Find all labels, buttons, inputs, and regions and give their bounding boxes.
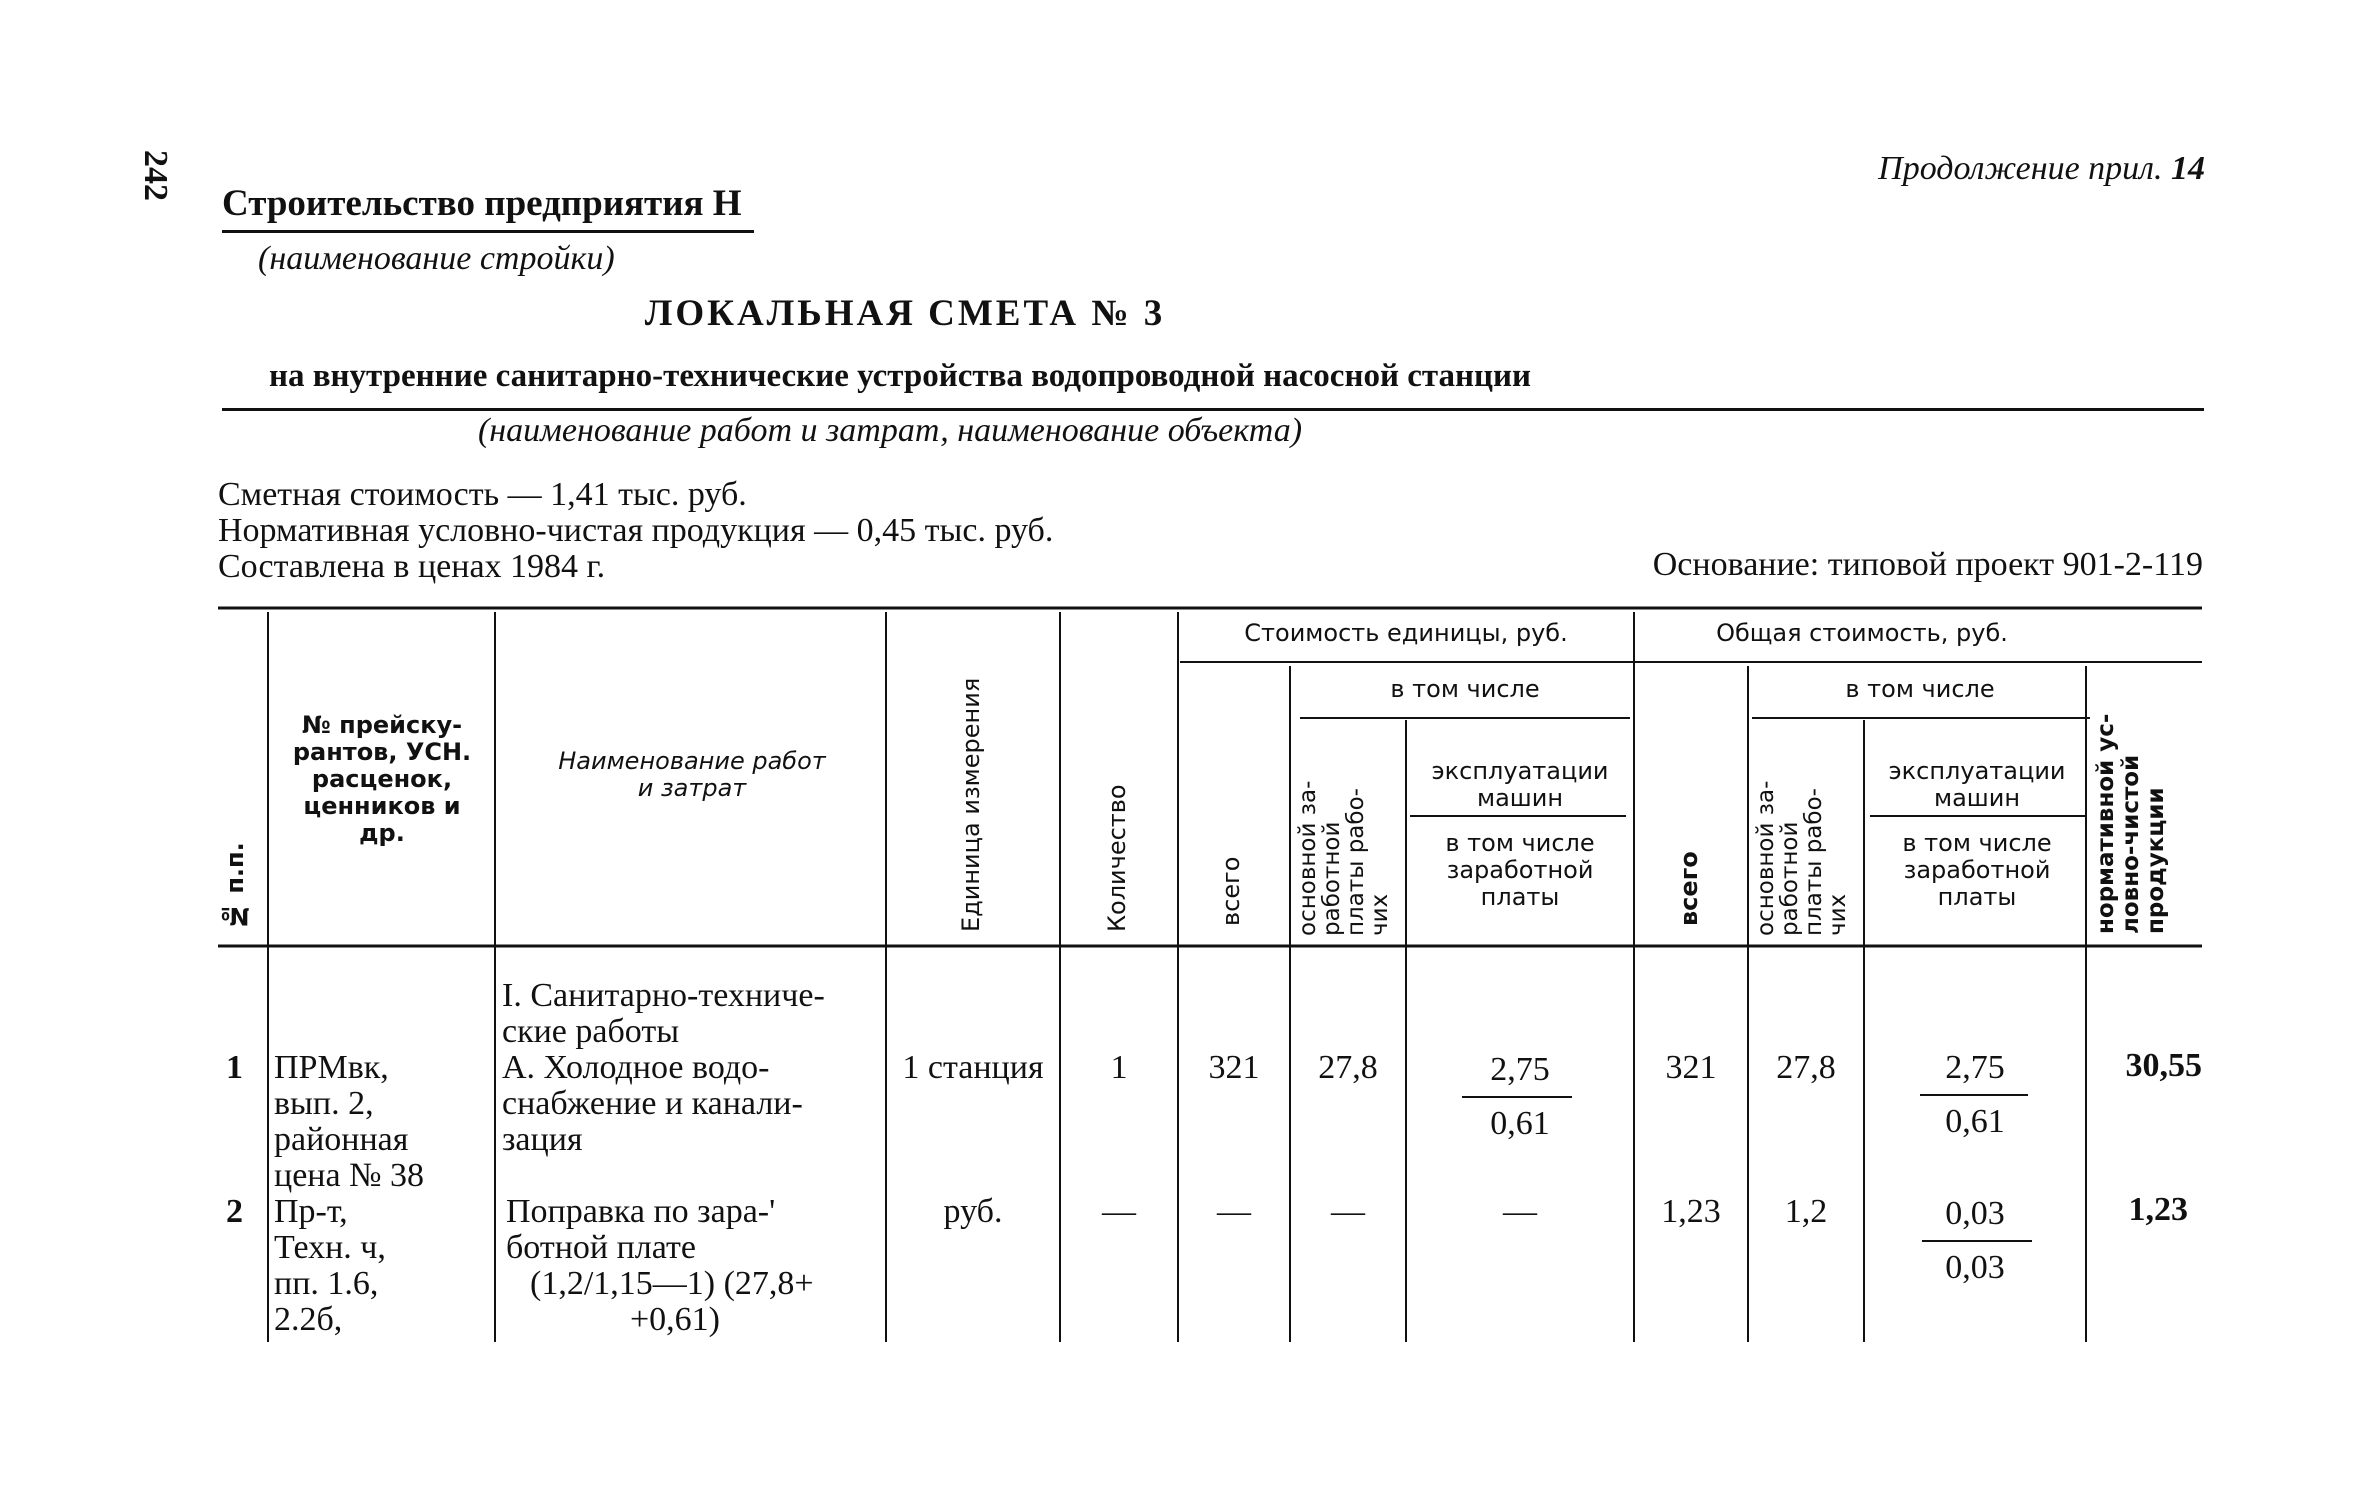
header-name [500, 748, 884, 802]
row-unit-total: 321 [1208, 1049, 1260, 1086]
row-code: Пр-т, Техн. ч, пп. 1.6, 2.2б, [274, 1193, 386, 1338]
header-price-list-line: рантов, УСН. [292, 738, 472, 766]
header-total-machines: эксплуатации машин [1888, 757, 2066, 812]
header-normative-product: нормативной ус- ловно-чистой продукции [2093, 713, 2169, 934]
row-total-machines: 0,03 [1945, 1195, 2005, 1232]
header-unit-base-wage: основной за- работной платы рабо- чих [1295, 780, 1393, 936]
row-number: 2 [226, 1193, 243, 1230]
page-number: 242 [137, 150, 174, 201]
normative-product: Нормативная условно-чистая продукция — 0,45 тыс. руб. [218, 512, 1054, 549]
header-price-list-line: № прейску- [301, 711, 463, 739]
row-unit-machines: — [1503, 1193, 1537, 1230]
price-year: Составлена в ценах 1984 г. [218, 548, 606, 585]
header-price-list-line: расценок, [311, 765, 453, 793]
row-total-total: 1,23 [1661, 1193, 1721, 1230]
document-title: ЛОКАЛЬНАЯ СМЕТА № 3 [644, 293, 1166, 334]
header-unit-machines: эксплуатации машин [1431, 757, 1609, 812]
header-unit-machines-wage: в том числе заработной платы [1445, 829, 1595, 911]
header-price-list-line: др. [359, 819, 405, 847]
subtitle-caption: (наименование работ и затрат, наименование объекта) [477, 412, 1303, 449]
header-name-line: Наименование работ [558, 747, 826, 775]
row-total-machines: 2,75 [1945, 1049, 2005, 1086]
estimated-cost: Сметная стоимость — 1,41 тыс. руб. [218, 476, 747, 513]
row-total-wage: 27,8 [1776, 1049, 1836, 1086]
row-unit-machines-wage: 0,61 [1490, 1105, 1550, 1142]
section-title: I. Санитарно-техниче- ские работы А. Холодное водо- снабжение и канали- зация [502, 977, 825, 1158]
row-normative: 1,23 [2128, 1191, 2188, 1228]
row-unit-machines: 2,75 [1490, 1051, 1550, 1088]
row-unit-wage: — [1331, 1193, 1365, 1230]
row-normative: 30,55 [2125, 1047, 2202, 1084]
header-name-line: и затрат [637, 774, 747, 802]
header-unit-included: в том числе [1390, 675, 1540, 703]
row-unit-total: — [1217, 1193, 1251, 1230]
header-total-base-wage: основной за- работной платы рабо- чих [1753, 780, 1851, 936]
continuation-note: Продолжение прил. 14 [1878, 150, 2205, 187]
builder-name: Строительство предприятия Н [222, 183, 742, 224]
row-quantity: — [1102, 1193, 1136, 1230]
header-price-list-line: ценников и [303, 792, 461, 820]
row-total-machines-wage: 0,61 [1945, 1103, 2005, 1140]
header-total-included: в том числе [1845, 675, 1995, 703]
header-total-cost: Общая стоимость, руб. [1716, 619, 2008, 647]
fraction-line [1462, 1096, 1572, 1098]
header-quantity: Количество [1103, 784, 1131, 932]
row-total-wage: 1,2 [1784, 1193, 1828, 1230]
row-unit: 1 станция [902, 1049, 1044, 1086]
header-price-list [274, 712, 490, 847]
row-total-machines-wage: 0,03 [1945, 1249, 2005, 1286]
header-unit-cost: Стоимость единицы, руб. [1244, 619, 1568, 647]
header-total-machines-wage: в том числе заработной платы [1902, 829, 2052, 911]
fraction-line [1920, 1094, 2028, 1096]
appendix-number: 14 [2171, 150, 2205, 187]
header-unit-total: всего [1217, 856, 1245, 926]
row-number: 1 [226, 1049, 243, 1086]
row-total-total: 321 [1665, 1049, 1717, 1086]
fraction-line [1922, 1240, 2032, 1242]
builder-caption: (наименование стройки) [258, 240, 615, 277]
row-code: ПРМвк, вып. 2, районная цена № 38 [274, 1049, 425, 1194]
document-subtitle: на внутренние санитарно-технические устройства водопроводной насосной станции [268, 358, 1532, 394]
header-total-total: всего [1675, 851, 1703, 926]
basis: Основание: типовой проект 901-2-119 [1652, 546, 2203, 583]
row-name: Поправка по зара-' ботной плате (1,2/1,15—1) (27,8+ +0,61) [506, 1193, 814, 1338]
row-unit-wage: 27,8 [1318, 1049, 1378, 1086]
row-quantity: 1 [1110, 1049, 1128, 1086]
header-number: № п.п. [221, 842, 249, 930]
header-unit: Единица измерения [957, 677, 985, 932]
row-unit: руб. [943, 1193, 1003, 1230]
